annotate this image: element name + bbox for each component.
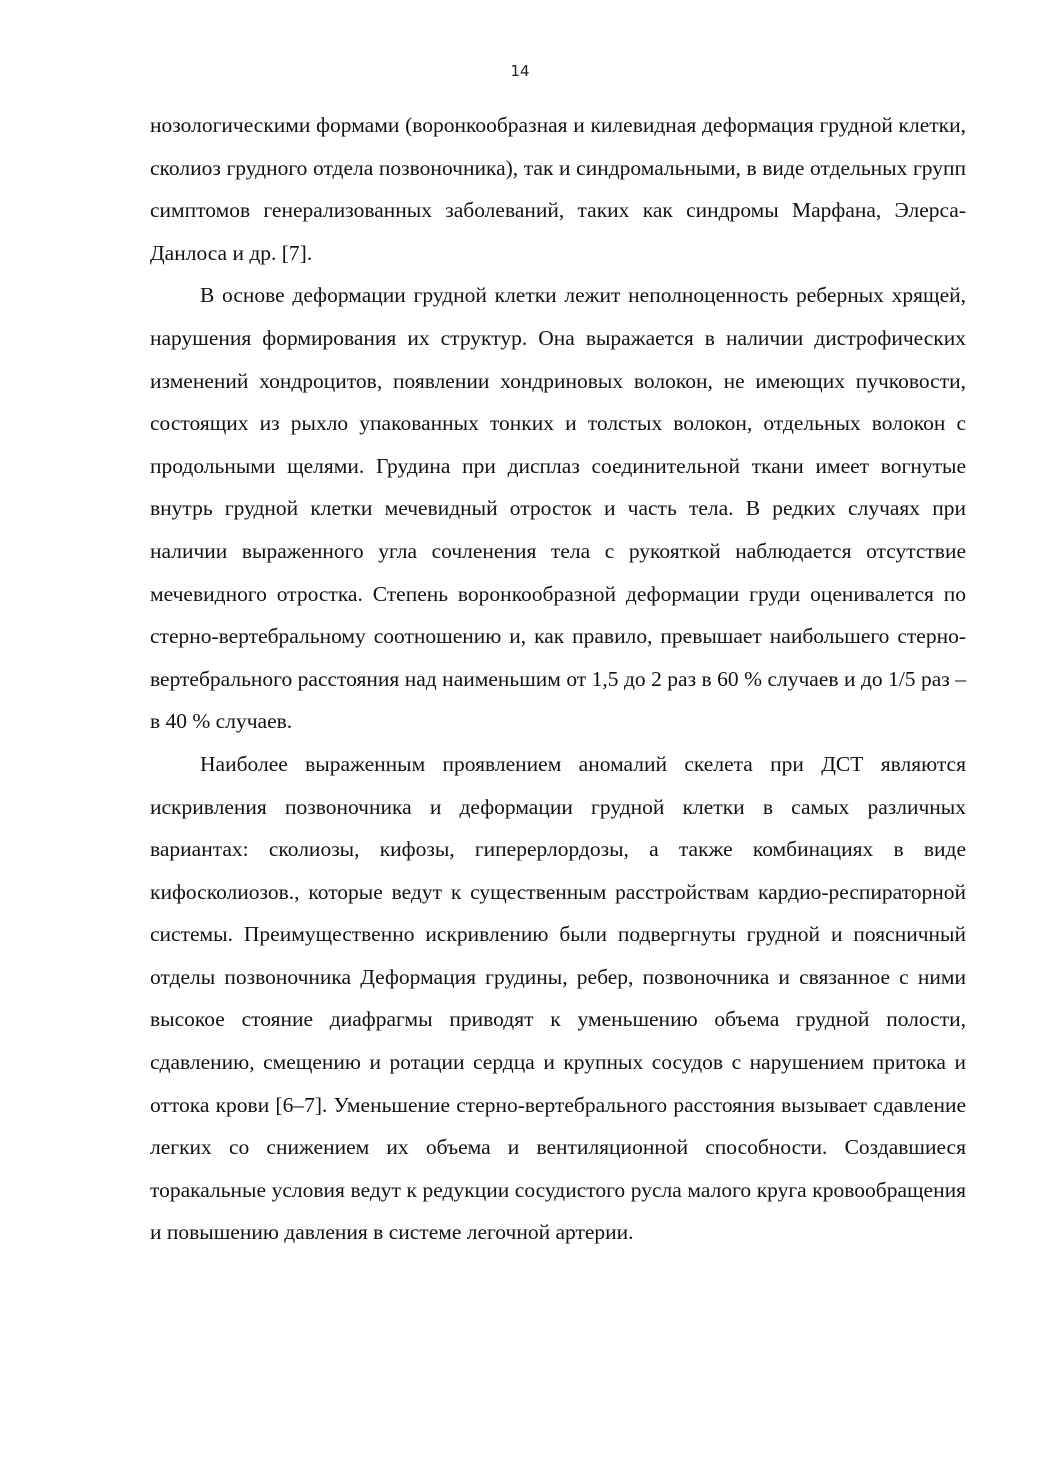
paragraph-1: нозологическими формами (воронкообразная и килевидная деформация грудной клетки, сколиоз грудного отдела позвоночника), так и синдромальными, в виде отдельных групп симптомов генерализованных заболеваний, таких как синдромы Марфана, Элерса-Данлоса и др. [7]. — [150, 113, 966, 265]
paragraph-2: В основе деформации грудной клетки лежит неполноценность реберных хрящей, нарушения формирования их структур. Она выражается в наличии дистрофических изменений хондроцитов, появлении хондриновых волокон, не имеющих пучковости, состоящих из рыхло упакованных тонких и толстых волокон, отдельных волокон с продольными щелями. Грудина при дисплаз соединительной ткани имеет вогнутые внутрь грудной клетки мечевидный отросток и часть тела. В редких случаях при наличии выраженного угла сочленения тела с рукояткой наблюдается отсутствие мечевидного отростка. Степень воронкообразной деформации груди оценивалется по стерно-вертебральному соотношению и, как правило, превышает наибольшего стерно-вертебрального расстояния над наименьшим от 1,5 до 2 раз в 60 % случаев и до 1/5 раз – в 40 % случаев. — [150, 283, 966, 734]
paragraph-3: Наиболее выраженным проявлением аномалий скелета при ДСТ являются искривления позвоночника и деформации грудной клетки в самых различных вариантах: сколиозы, кифозы, гиперерлордозы, а также комбинациях в виде кифосколиозов., которые ведут к существенным расстройствам кардио-респираторной системы. Преимущественно искривлению были подвергнуты грудной и поясничный отделы позвоночника Деформация грудины, ребер, позвоночника и связанное с ними высокое стояние диафрагмы приводят к уменьшению объема грудной полости, сдавлению, смещению и ротации сердца и крупных сосудов с нарушением притока и оттока крови [6–7]. Уменьшение стерно-вертебрального расстояния вызывает сдавление легких со снижением их объема и вентиляционной способности. Создавшиеся торакальные условия ведут к редукции сосудистого русла малого круга кровообращения и повышению давления в системе легочной артерии. — [150, 751, 966, 1245]
page-number: 14 — [510, 62, 530, 80]
body-text — [150, 104, 966, 1254]
